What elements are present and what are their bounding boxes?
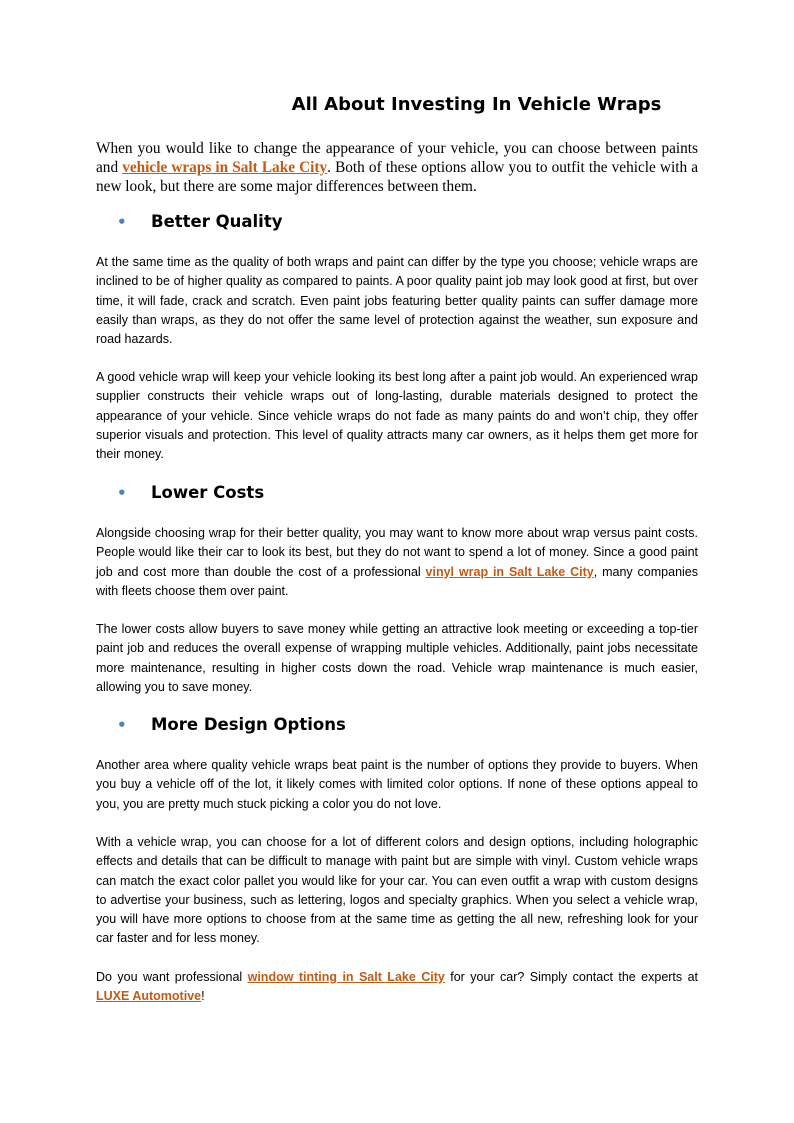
intro-text-after: . Both of these options allow you to outfit the vehicle with a new look, but there are some major differences between them. [96, 159, 698, 195]
heading-better-quality [117, 211, 282, 233]
design-options-paragraph-2: With a vehicle wrap, you can choose for a lot of different colors and design options, including holographic effects and details that can be difficult to manage with paint but are simple with vinyl. Custom vehicle wraps can match the exact color pallet you would like for your car. You can even outfit a wrap with custom designs to advertise your business, such as lettering, logos and specialty graphics. When you select a vehicle wrap, you will have more options to choose from at the same time as getting the all new, refreshing look for your car faster and for less money. [96, 835, 698, 946]
heading-text: Better Quality [151, 212, 283, 231]
heading-text: More Design Options [151, 715, 346, 734]
vehicle-wraps-link[interactable]: vehicle wraps in Salt Lake City [122, 159, 328, 176]
closing-paragraph [96, 968, 698, 1007]
page-title: All About Investing In Vehicle Wraps [291, 94, 662, 115]
closing-text-middle: for your car? Simply contact the experts at [444, 970, 698, 984]
intro-paragraph [96, 139, 698, 196]
closing-text-after: ! [201, 989, 205, 1004]
better-quality-paragraph-2: A good vehicle wrap will keep your vehicle looking its best long after a paint job would. An experienced wrap supplier constructs their vehicle wraps out of long-lasting, durable materials designed to protect the appearance of your vehicle. Since vehicle wraps do not fade as many paints do and won’t chip, they offer superior visuals and protection. This level of quality attracts many car owners, as it helps them get more for their money. [96, 370, 698, 462]
bullet-icon: • [117, 716, 127, 734]
luxe-automotive-link[interactable]: LUXE Automotive [96, 989, 202, 1004]
heading-more-design-options [117, 714, 346, 736]
closing-text-before: Do you want professional [96, 970, 248, 984]
lower-costs-paragraph-2: The lower costs allow buyers to save money while getting an attractive look meeting or exceeding a top-tier paint job and reduces the overall expense of wrapping multiple vehicles. Additionally, paint jobs necessitate more maintenance, resulting in higher costs down the road. Vehicle wrap maintenance is much easier, allowing you to save money. [96, 622, 698, 694]
heading-text: Lower Costs [151, 483, 265, 502]
window-tinting-link[interactable]: window tinting in Salt Lake City [247, 970, 445, 984]
design-options-paragraph-1: Another area where quality vehicle wraps beat paint is the number of options they provide to buyers. When you buy a vehicle off of the lot, it likely comes with limited color options. If none of these options appeal to you, you are pretty much stuck picking a color you do not love. [96, 758, 698, 811]
lower-costs-text-before: Alongside choosing wrap for their better quality, you may want to know more about wrap versus paint costs. People would like their car to look its best, but they do not want to spend a lot of money. Since a good paint job and cost more than double the cost of a professional [96, 526, 698, 579]
vinyl-wrap-link[interactable]: vinyl wrap in Salt Lake City [425, 564, 594, 579]
bullet-icon: • [117, 213, 127, 231]
heading-lower-costs [117, 482, 264, 504]
better-quality-paragraph-1: At the same time as the quality of both wraps and paint can differ by the type you choose; vehicle wraps are inclined to be of higher quality as compared to paints. A poor quality paint job may look good at first, but over time, it will fade, crack and scratch. Even paint jobs featuring better quality paints can suffer damage more easily than wraps, as they do not offer the same level of protection against the weather, sun exposure and road hazards. [96, 255, 698, 347]
lower-costs-paragraph-1 [96, 524, 698, 601]
bullet-icon: • [117, 484, 127, 502]
lower-costs-text-after: , many companies with fleets choose them over paint. [96, 564, 698, 598]
intro-text-before: When you would like to change the appearance of your vehicle, you can choose between paints and [96, 140, 698, 176]
